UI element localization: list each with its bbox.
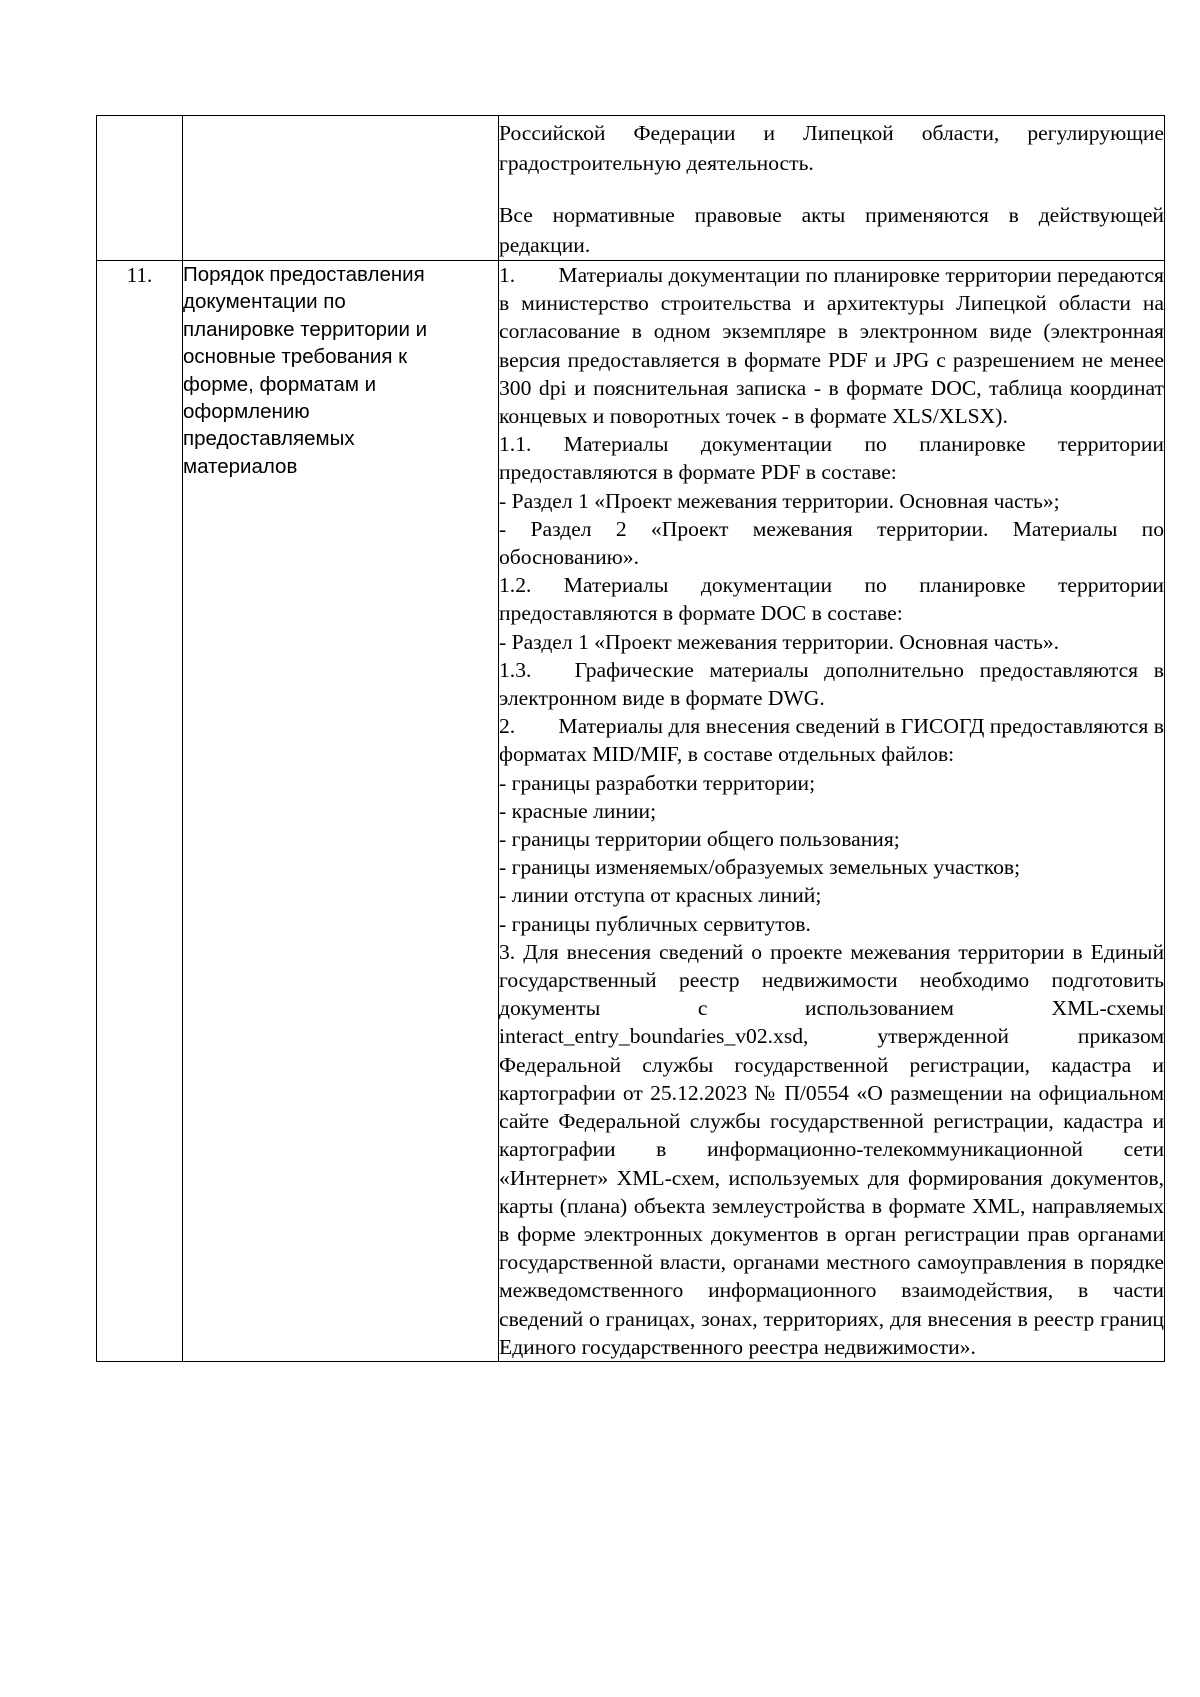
item-1-1-paragraph: 1.1. Материалы документации по планировке территории предоставляются в формате PDF в составе: xyxy=(499,432,1164,485)
continuation-paragraph: Российской Федерации и Липецкой области, регулирующие градостроительную деятельность. xyxy=(499,121,1164,175)
list-item: - линии отступа от красных линий; xyxy=(499,883,822,908)
paragraph-spacer xyxy=(499,178,1164,200)
table-row-continuation xyxy=(97,116,1165,261)
list-item: - Раздел 1 «Проект межевания территории. Основная часть»; xyxy=(499,488,1060,513)
row-name-cell: Порядок предоставления документации по планировке территории и основные требования к форме, форматам и оформлению предоставляемых материалов xyxy=(183,261,499,1362)
row-content-cell xyxy=(499,116,1165,261)
list-item: - Раздел 1 «Проект межевания территории. Основная часть». xyxy=(499,629,1060,654)
row-number-cell: 11. xyxy=(97,261,183,1362)
row-content-cell xyxy=(499,261,1165,1362)
item-1-2-paragraph: 1.2. Материалы документации по планировке территории предоставляются в формате DOC в составе: xyxy=(499,573,1164,626)
editions-note-paragraph: Все нормативные правовые акты применяются в действующей редакции. xyxy=(499,203,1164,257)
item-1-3-paragraph: 1.3. Графические материалы дополнительно предоставляются в электронном виде в формате DWG. xyxy=(499,657,1164,711)
list-item: - границы публичных сервитутов. xyxy=(499,911,811,936)
row-number-cell xyxy=(97,116,183,261)
requirements-table xyxy=(96,115,1165,1362)
list-item: - Раздел 2 «Проект межевания территории. Материалы по обоснованию». xyxy=(499,516,1164,570)
item-1-paragraph: 1. Материалы документации по планировке территории передаются в министерство строительства и архитектуры Липецкой области на согласование в одном экземпляре в электронном виде (электронная версия предоставляется в формате PDF и JPG с разрешением не менее 300 dpi и пояснительная записка - в формате DOC, таблица координат концевых и поворотных точек - в формате XLS/XLSX). xyxy=(499,263,1164,429)
item-2-paragraph: 2. Материалы для внесения сведений в ГИСОГД предоставляются в форматах MID/MIF, в составе отдельных файлов: xyxy=(499,714,1164,767)
table-row-11 xyxy=(97,261,1165,1362)
list-item: - границы разработки территории; xyxy=(499,770,816,795)
row-name-cell xyxy=(183,116,499,261)
list-item: - границы изменяемых/образуемых земельных участков; xyxy=(499,855,1021,880)
item-3-paragraph: 3. Для внесения сведений о проекте межевания территории в Единый государственный реестр недвижимости необходимо подготовить документы с использованием XML-схемы interact_entry_boundaries_v02.xsd, утвержденной приказом Федеральной службы государственной регистрации, кадастра и картографии от 25.12.2023 № П/0554 «О размещении на официальном сайте Федеральной службы государственной регистрации, кадастра и картографии в информационно-телекоммуникационной сети «Интернет» XML-схем, используемых для формирования документов, карты (плана) объекта землеустройства в формате XML, направляемых в форме электронных документов в орган регистрации прав органами государственной власти, органами местного самоуправления в порядке межведомственного информационного взаимодействия, в части сведений о границах, зонах, территориях, для внесения в реестр границ Единого государственного реестра недвижимости». xyxy=(499,939,1164,1359)
document-page xyxy=(96,115,1164,1362)
list-item: - красные линии; xyxy=(499,798,657,823)
list-item: - границы территории общего пользования; xyxy=(499,827,900,852)
